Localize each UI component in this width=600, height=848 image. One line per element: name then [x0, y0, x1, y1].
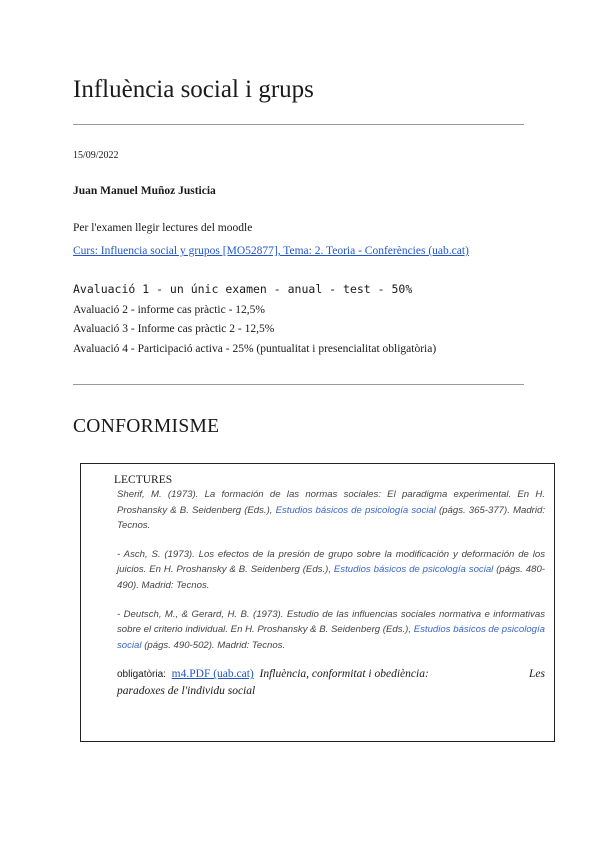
evaluation-1: Avaluació 1 - un únic examen - anual - test - 50% — [73, 282, 413, 296]
readings-title: LECTURES — [114, 474, 173, 486]
divider — [73, 124, 524, 125]
reference-book-link[interactable]: Estudios básicos de psicología social — [117, 624, 545, 651]
reference-text: - Deutsch, M., & Gerard, H. B. (1973). Estudio de las influencias sociales normativa e informativas sobre el criterio individual. En H. Proshansky & B. Seidenberg (Eds.), — [117, 608, 545, 636]
divider — [73, 384, 524, 385]
readings-box — [80, 463, 555, 742]
obligatory-reading — [117, 666, 545, 700]
evaluation-3: Avaluació 3 - Informe cas pràctic 2 - 12,5% — [73, 323, 275, 335]
moodle-course-link[interactable]: Curs: Influencia social y grupos [MO52877], Tema: 2. Teoria - Conferències (uab.cat) — [73, 245, 469, 257]
reference-text: (págs. 490-502). Madrid: Tecnos. — [141, 639, 286, 651]
date: 15/09/2022 — [73, 150, 119, 161]
obligatory-title: Influència, conformitat i obediència: — [259, 668, 429, 681]
obligatory-title-cont: Les — [529, 668, 545, 681]
reference-text: (págs. 365-377). Madrid: Tecnos. — [117, 504, 545, 532]
page-title: Influència social i grups — [73, 76, 314, 103]
reference-text: (págs. 480-490). Madrid: Tecnos. — [117, 564, 545, 591]
reference-item — [117, 487, 545, 534]
section-heading: CONFORMISME — [73, 416, 220, 437]
intro-line: Per l'examen llegir lectures del moodle — [73, 222, 253, 234]
obligatory-label: obligatòria: — [117, 669, 166, 681]
obligatory-pdf-link[interactable]: m4.PDF (uab.cat) — [171, 668, 254, 681]
obligatory-title-line2: paradoxes de l'individu social — [117, 685, 256, 698]
reference-item — [117, 607, 545, 654]
reference-book-link[interactable]: Estudios básicos de psicología social — [333, 564, 494, 576]
evaluation-4: Avaluació 4 - Participació activa - 25% (puntualitat i presencialitat obligatòria) — [73, 343, 437, 355]
reference-book-link[interactable]: Estudios básicos de psicología social — [275, 504, 436, 516]
evaluation-2: Avaluació 2 - informe cas pràctic - 12,5% — [73, 304, 266, 316]
author-name: Juan Manuel Muñoz Justicia — [73, 185, 216, 197]
reference-text: Sherif, M. (1973). La formación de las normas sociales: El paradigma experimental. En H. Proshansky & B. Seidenberg (Eds.), — [117, 489, 545, 516]
reference-text: - Asch, S. (1973). Los efectos de la presión de grupo sobre la modificación y deformación de los juicios. En H. Proshansky & B. Seidenberg (Eds.), — [117, 548, 545, 576]
reference-item — [117, 547, 545, 594]
